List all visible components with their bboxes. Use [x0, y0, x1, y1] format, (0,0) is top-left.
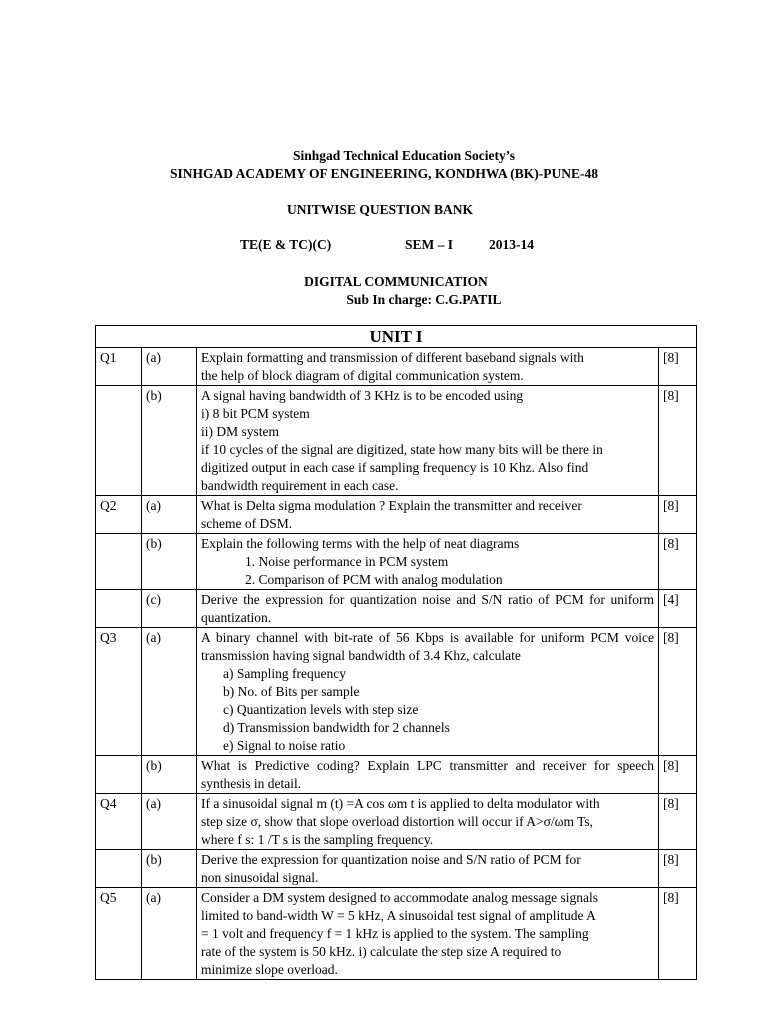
- question-marks: [8]: [659, 756, 697, 794]
- question-part: (b): [142, 756, 197, 794]
- sub-item: a) Sampling frequency: [223, 666, 346, 681]
- class-name: TE(E & TC)(C): [240, 237, 332, 252]
- unit-heading: UNIT I: [96, 326, 697, 348]
- question-marks: [8]: [659, 496, 697, 534]
- question-part: (c): [142, 590, 197, 628]
- question-part: (a): [142, 628, 197, 756]
- question-marks: [4]: [659, 590, 697, 628]
- question-part: (b): [142, 534, 197, 590]
- question-part: (b): [142, 386, 197, 496]
- question-text-line: ii) DM system: [201, 424, 280, 439]
- question-text-line: the help of block diagram of digital communication system.: [201, 368, 524, 383]
- question-text: [197, 590, 659, 628]
- question-text: [197, 628, 659, 756]
- question-text-line: Derive the expression for quantization noise and S/N ratio of PCM for: [201, 852, 581, 867]
- question-row: [96, 794, 697, 850]
- question-text: [197, 534, 659, 590]
- sub-item: d) Transmission bandwidth for 2 channels: [223, 720, 450, 735]
- question-number: [96, 756, 142, 794]
- question-text-line: limited to band-width W = 5 kHz, A sinusoidal test signal of amplitude A: [201, 908, 596, 923]
- question-number: Q2: [96, 496, 142, 534]
- question-part: (a): [142, 888, 197, 980]
- sub-point: 1. Noise performance in PCM system: [245, 554, 449, 569]
- question-text-line: where f s: 1 /T s is the sampling frequency.: [201, 832, 434, 847]
- question-marks: [8]: [659, 348, 697, 386]
- subject-name: DIGITAL COMMUNICATION: [304, 274, 488, 289]
- question-text: [197, 496, 659, 534]
- question-text-line: scheme of DSM.: [201, 516, 293, 531]
- sub-item: c) Quantization levels with step size: [223, 702, 419, 717]
- question-part: (a): [142, 348, 197, 386]
- question-text: [197, 756, 659, 794]
- question-text-line: What is Delta sigma modulation ? Explain the transmitter and receiver: [201, 498, 582, 513]
- question-text-line: minimize slope overload.: [201, 962, 338, 977]
- subject-incharge: Sub In charge: C.G.PATIL: [346, 292, 502, 307]
- question-text-line: if 10 cycles of the signal are digitized, state how many bits will be there in: [201, 442, 603, 457]
- question-text: [197, 888, 659, 980]
- question-row: [96, 496, 697, 534]
- semester: SEM – I: [405, 237, 454, 252]
- question-marks: [8]: [659, 850, 697, 888]
- question-marks: [8]: [659, 888, 697, 980]
- question-number: [96, 534, 142, 590]
- question-text: [197, 794, 659, 850]
- question-row: [96, 888, 697, 980]
- question-text-line: Explain the following terms with the help of neat diagrams: [201, 536, 520, 551]
- question-marks: [8]: [659, 386, 697, 496]
- question-text-line: A signal having bandwidth of 3 KHz is to be encoded using: [201, 388, 524, 403]
- question-part: (a): [142, 496, 197, 534]
- question-text-para: What is Predictive coding? Explain LPC transmitter and receiver for speech synthesis in detail.: [201, 758, 654, 791]
- question-number: [96, 850, 142, 888]
- document-title: UNITWISE QUESTION BANK: [286, 202, 474, 217]
- question-row: [96, 534, 697, 590]
- academic-year: 2013-14: [489, 237, 534, 252]
- question-row: [96, 386, 697, 496]
- question-text-line: If a sinusoidal signal m (t) =A cos ωm t is applied to delta modulator with: [201, 796, 600, 811]
- question-number: Q4: [96, 794, 142, 850]
- question-text-line: Consider a DM system designed to accommodate analog message signals: [201, 890, 599, 905]
- question-text-line: non sinusoidal signal.: [201, 870, 319, 885]
- question-text-line: rate of the system is 50 kHz. i) calculate the step size A required to: [201, 944, 562, 959]
- question-number: [96, 386, 142, 496]
- question-text-para: A binary channel with bit-rate of 56 Kbps is available for uniform PCM voice transmission having signal bandwidth of 3.4 Khz, calculate: [201, 630, 654, 663]
- question-text: [197, 386, 659, 496]
- question-part: (a): [142, 794, 197, 850]
- question-text: [197, 348, 659, 386]
- question-number: Q3: [96, 628, 142, 756]
- academy-name: SINHGAD ACADEMY OF ENGINEERING, KONDHWA (BK)-PUNE-48: [169, 166, 599, 181]
- sub-item: b) No. of Bits per sample: [223, 684, 360, 699]
- question-text-line: step size σ, show that slope overload distortion will occur if A>σ/ωm Ts,: [201, 814, 594, 829]
- question-marks: [8]: [659, 628, 697, 756]
- question-text-para: Derive the expression for quantization noise and S/N ratio of PCM for uniform quantization.: [201, 592, 654, 625]
- question-marks: [8]: [659, 794, 697, 850]
- question-row: [96, 628, 697, 756]
- question-number: Q1: [96, 348, 142, 386]
- sub-item: e) Signal to noise ratio: [223, 738, 346, 753]
- question-row: [96, 348, 697, 386]
- question-row: [96, 850, 697, 888]
- question-text: [197, 850, 659, 888]
- question-text-line: = 1 volt and frequency f = 1 kHz is applied to the system. The sampling: [201, 926, 589, 941]
- question-row: [96, 590, 697, 628]
- society-name: Sinhgad Technical Education Society’s: [293, 148, 515, 163]
- sub-point: 2. Comparison of PCM with analog modulation: [245, 572, 503, 587]
- question-text-line: digitized output in each case if sampling frequency is 10 Khz. Also find: [201, 460, 589, 475]
- question-marks: [8]: [659, 534, 697, 590]
- question-text-line: Explain formatting and transmission of different baseband signals with: [201, 350, 584, 365]
- question-number: Q5: [96, 888, 142, 980]
- question-text-line: i) 8 bit PCM system: [201, 406, 310, 421]
- question-number: [96, 590, 142, 628]
- question-part: (b): [142, 850, 197, 888]
- question-row: [96, 756, 697, 794]
- question-table: [95, 325, 697, 980]
- question-text-line: bandwidth requirement in each case.: [201, 478, 399, 493]
